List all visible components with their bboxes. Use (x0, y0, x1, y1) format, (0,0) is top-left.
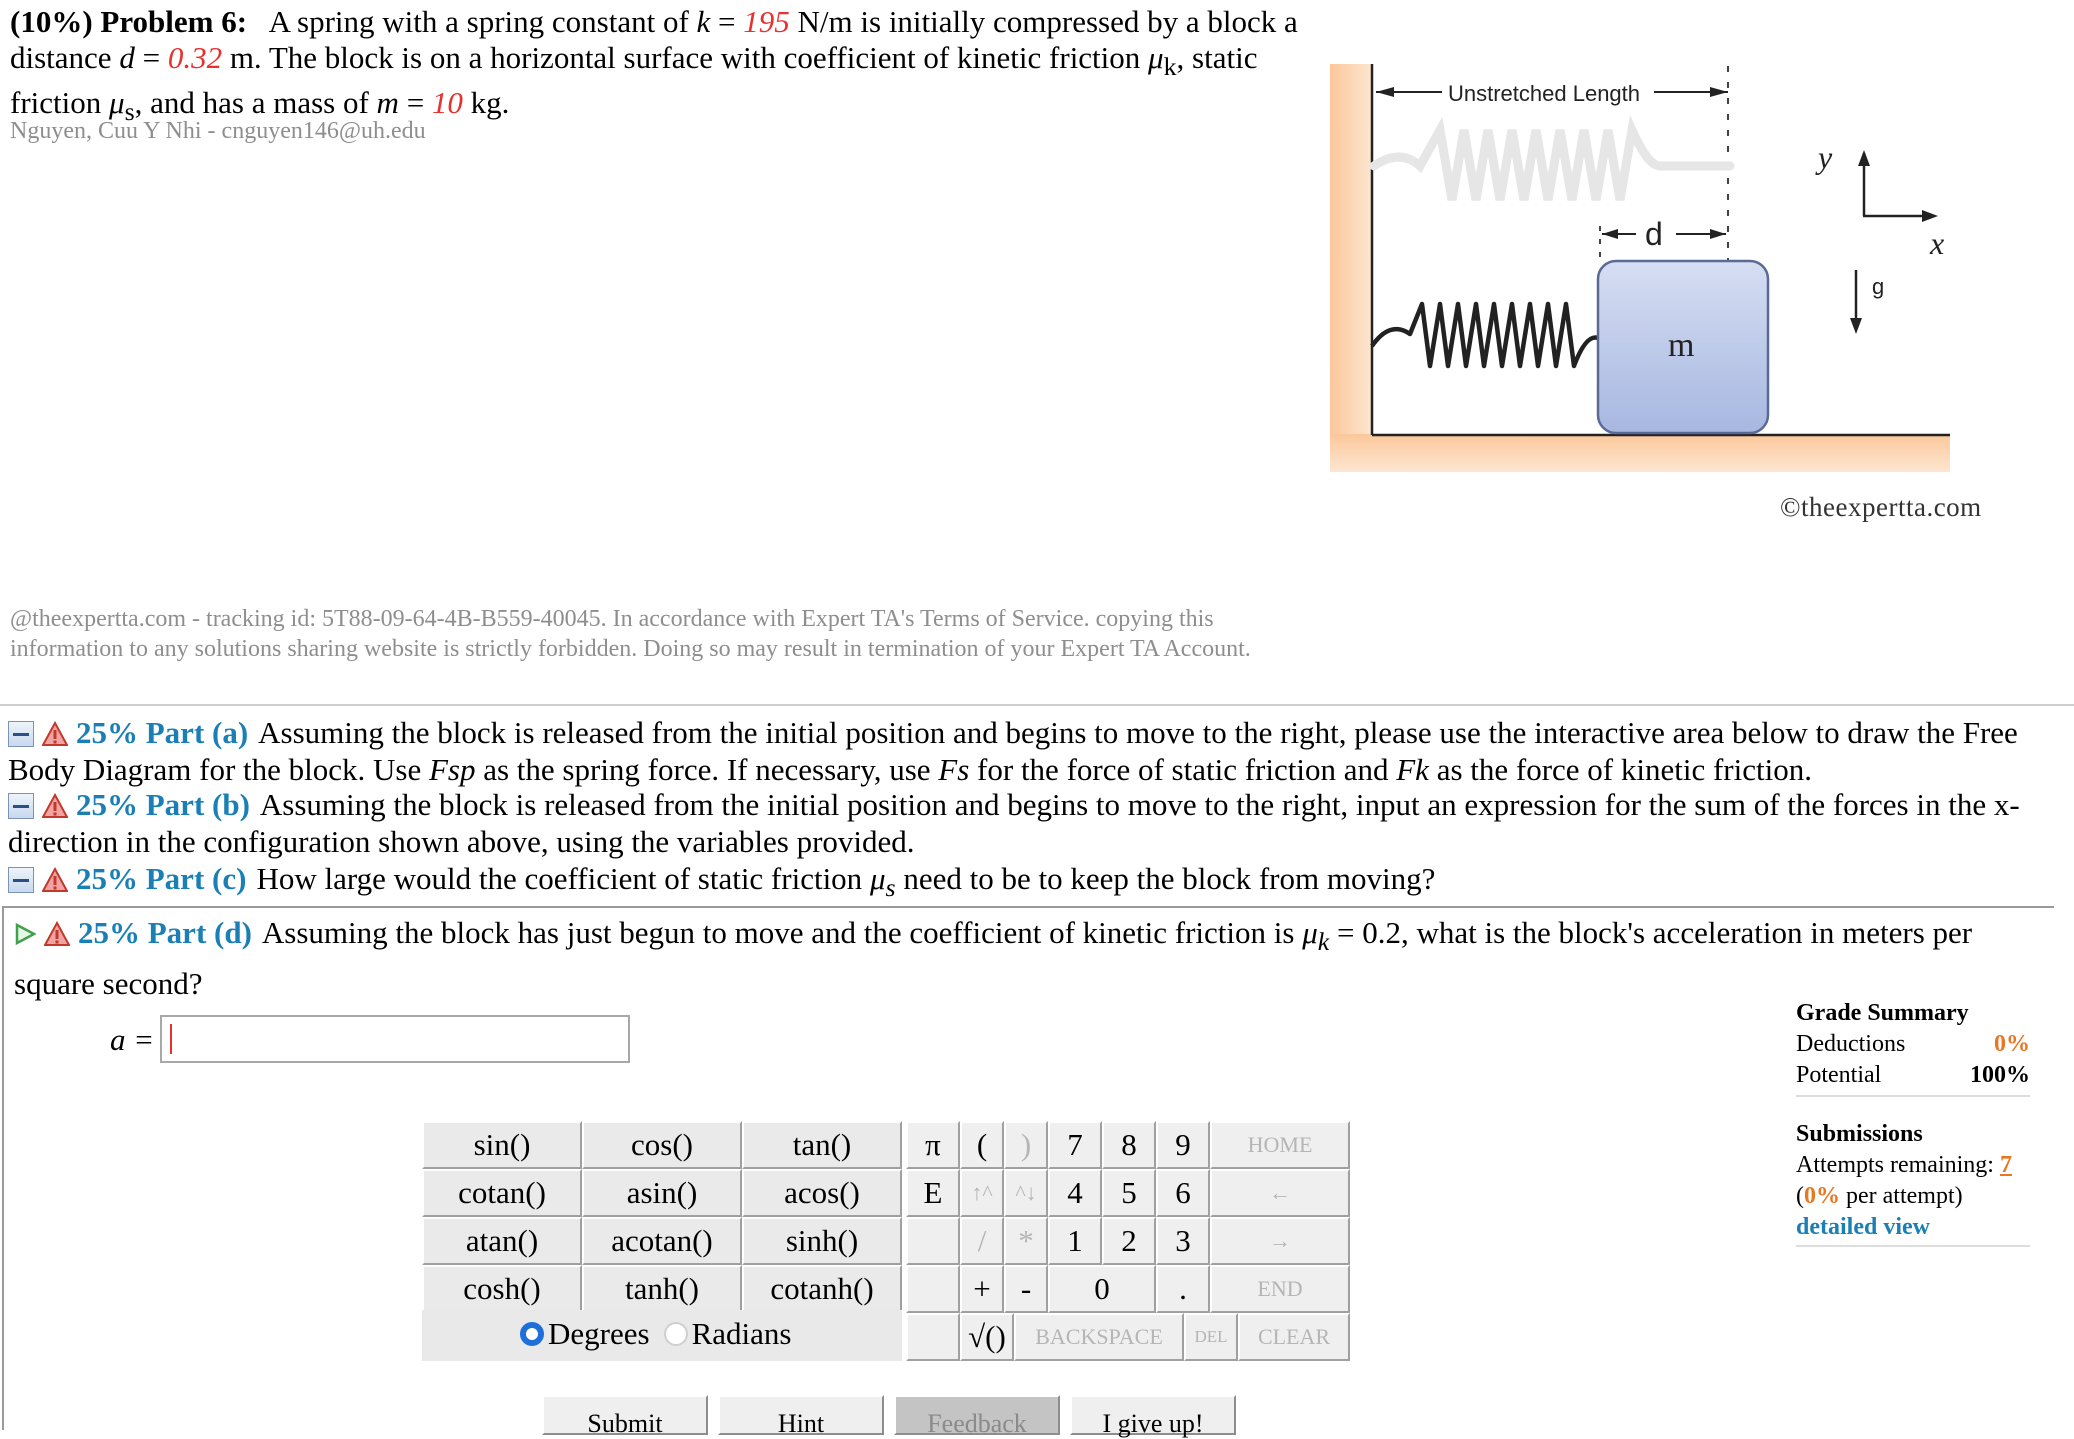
var-fs: Fs (938, 752, 970, 787)
problem-text: , and has a mass of (134, 85, 369, 121)
warning-icon (42, 721, 68, 747)
part-d-label: 25% Part (d) (78, 915, 252, 950)
part-a-text: as the force of kinetic friction. (1436, 752, 1812, 787)
warning-icon (42, 793, 68, 819)
problem-text: A spring with a spring constant of (268, 4, 689, 39)
m-value: 10 (431, 85, 463, 121)
answer-input[interactable] (160, 1015, 630, 1063)
hint-button[interactable]: Hint (718, 1395, 884, 1435)
key-2[interactable]: 2 (1102, 1217, 1156, 1265)
divider (0, 704, 2074, 706)
var-fk: Fk (1396, 752, 1429, 787)
deductions-label: Deductions (1796, 1031, 1906, 1057)
part-d (14, 912, 2054, 1005)
angle-mode (422, 1310, 902, 1358)
y-arrowhead (1858, 150, 1870, 166)
key-cotan[interactable]: cotan() (422, 1169, 582, 1217)
grade-summary (1796, 998, 2030, 1247)
radians-radio[interactable] (664, 1322, 688, 1346)
key-7[interactable]: 7 (1048, 1121, 1102, 1169)
key-acos[interactable]: acos() (742, 1169, 902, 1217)
key-sinh[interactable]: sinh() (742, 1217, 902, 1265)
sub-k: k (1163, 52, 1177, 82)
problem-text: m. The block is on a horizontal surface with coefficient of kinetic friction (229, 40, 1141, 75)
ghost-spring (1374, 130, 1730, 200)
paren-open: ( (1796, 1183, 1804, 1209)
part-a-text: Assuming the block is released from the initial position and begins to move to the right, please use the interactive area below to draw the Free Body Diagram for the block. Use (8, 715, 2018, 787)
key-left-arrow[interactable]: ← (1210, 1169, 1350, 1217)
key-plus[interactable]: + (960, 1265, 1004, 1313)
key-lparen[interactable]: ( (960, 1121, 1004, 1169)
var-fsp: Fsp (428, 752, 476, 787)
key-3[interactable]: 3 (1156, 1217, 1210, 1265)
key-4[interactable]: 4 (1048, 1169, 1102, 1217)
tracking-note: @theexpertta.com - tracking id: 5T88-09-64-4B-B559-40045. In accordance with Expert TA's Terms of Service. copying this information to any solutions sharing website is strictly forbidden. Doing so may result in termination of your Expert TA Account. (10, 606, 1251, 662)
part-b-label: 25% Part (b) (76, 787, 250, 822)
floor (1330, 434, 1950, 472)
grade-summary-title: Grade Summary (1796, 1000, 1969, 1026)
per-attempt-value: 0% (1804, 1183, 1840, 1209)
key-cosh[interactable]: cosh() (422, 1265, 582, 1313)
submissions-title: Submissions (1796, 1121, 1923, 1147)
part-c-text: need to be to keep the block from moving? (903, 861, 1436, 896)
key-sqrt[interactable]: √() (960, 1313, 1014, 1361)
x-label: x (1930, 225, 1945, 261)
radians-label: Radians (691, 1316, 792, 1351)
mu-k: μ (1302, 915, 1318, 950)
problem-statement (10, 4, 1300, 130)
key-backspace[interactable]: BACKSPACE (1014, 1313, 1184, 1361)
warning-icon (42, 867, 68, 893)
key-clear[interactable]: CLEAR (1238, 1313, 1350, 1361)
key-minus[interactable]: - (1004, 1265, 1048, 1313)
part-a-text: for the force of static friction and (977, 752, 1389, 787)
deductions-row (1796, 1029, 2030, 1060)
key-subscript[interactable]: ^↓ (1004, 1169, 1048, 1217)
key-end[interactable]: END (1210, 1265, 1350, 1313)
mu-s: μ (869, 861, 886, 896)
problem-text: , static friction (10, 40, 1258, 121)
problem-text: N/m is initially compressed by a block a distance (10, 4, 1298, 75)
key-atan[interactable]: atan() (422, 1217, 582, 1265)
d-arrowhead-right (1710, 229, 1726, 239)
collapse-icon[interactable] (8, 793, 34, 819)
problem-text: kg. (470, 85, 510, 121)
key-divide[interactable]: / (960, 1217, 1004, 1265)
key-5[interactable]: 5 (1102, 1169, 1156, 1217)
degrees-label: Degrees (548, 1316, 650, 1351)
key-blank (906, 1217, 960, 1265)
sub-s: s (124, 97, 135, 127)
key-del[interactable]: DEL (1184, 1313, 1238, 1361)
block-label: m (1668, 327, 1695, 364)
key-8[interactable]: 8 (1102, 1121, 1156, 1169)
part-b-text: Assuming the block is released from the initial position and begins to move to the right, input an expression for the sum of the forces in the x-direction in the configuration shown above, using the variables provided. (8, 787, 2020, 859)
per-attempt-row (1796, 1181, 2030, 1212)
g-arrowhead (1850, 318, 1862, 334)
answer-label: a = (110, 1022, 155, 1057)
var-d: d (119, 40, 135, 75)
key-pi[interactable]: π (906, 1121, 960, 1169)
attempts-row (1796, 1150, 2030, 1181)
wall (1330, 64, 1372, 472)
key-superscript[interactable]: ↑^ (960, 1169, 1004, 1217)
problem-heading: (10%) Problem 6: (10, 4, 248, 39)
equals-sign: = (406, 85, 425, 121)
submit-button[interactable]: Submit (542, 1395, 708, 1435)
author-line: Nguyen, Cuu Y Nhi - cnguyen146@uh.edu (10, 118, 426, 144)
key-0[interactable]: 0 (1048, 1265, 1156, 1313)
key-rparen[interactable]: ) (1004, 1121, 1048, 1169)
equals-sign: = (142, 40, 161, 75)
key-home[interactable]: HOME (1210, 1121, 1350, 1169)
x-arrowhead (1922, 210, 1938, 222)
part-a[interactable] (8, 714, 2058, 788)
sub-s: s (885, 873, 896, 903)
potential-value: 100% (1970, 1062, 2030, 1088)
potential-label: Potential (1796, 1062, 1882, 1088)
part-a-text: as the spring force. If necessary, use (483, 752, 931, 787)
key-tanh[interactable]: tanh() (582, 1265, 742, 1313)
equals-sign: = (718, 4, 736, 39)
figure-credit: ©theexpertta.com (1780, 492, 1982, 522)
key-acotan[interactable]: acotan() (582, 1217, 742, 1265)
degrees-radio[interactable] (520, 1322, 544, 1346)
d-label: d (1645, 216, 1663, 252)
per-attempt-text: per attempt) (1846, 1183, 1963, 1209)
arrow-head-left (1376, 87, 1394, 97)
mu-s: μ (109, 85, 125, 121)
detailed-view-link[interactable]: detailed view (1796, 1214, 1930, 1240)
part-d-text: , what is the block's acceleration in meters per square second? (14, 915, 1973, 1002)
key-asin[interactable]: asin() (582, 1169, 742, 1217)
key-blank (906, 1313, 960, 1361)
part-c-text: How large would the coefficient of static friction (256, 861, 863, 896)
divider (1796, 1095, 2030, 1097)
var-k: k (696, 4, 711, 39)
key-decimal[interactable]: . (1156, 1265, 1210, 1313)
y-label: y (1818, 139, 1833, 175)
key-9[interactable]: 9 (1156, 1121, 1210, 1169)
k-value: 195 (743, 4, 790, 39)
part-c[interactable] (8, 860, 2058, 906)
text-caret (170, 1024, 172, 1054)
key-e[interactable]: E (906, 1169, 960, 1217)
d-arrowhead-left (1602, 229, 1618, 239)
divider (1796, 1245, 2030, 1247)
g-label: g (1872, 274, 1885, 299)
compressed-spring (1372, 304, 1598, 366)
key-tan[interactable]: tan() (742, 1121, 902, 1169)
attempts-value: 7 (1999, 1152, 2012, 1178)
deductions-value: 0% (1994, 1031, 2030, 1057)
collapse-icon[interactable] (8, 721, 34, 747)
key-blank (906, 1265, 960, 1313)
key-cos[interactable]: cos() (582, 1121, 742, 1169)
sub-k: k (1317, 927, 1330, 957)
expanded-indicator-icon (14, 922, 36, 946)
part-c-label: 25% Part (c) (76, 861, 247, 896)
key-cotanh[interactable]: cotanh() (742, 1265, 902, 1313)
attempts-label: Attempts remaining: (1796, 1152, 1994, 1178)
feedback-button[interactable]: Feedback (894, 1395, 1060, 1435)
key-multiply[interactable]: * (1004, 1217, 1048, 1265)
mu-k: μ (1148, 40, 1164, 75)
part-b[interactable] (8, 786, 2058, 860)
part-d-text: Assuming the block has just begun to move and the coefficient of kinetic friction is (261, 915, 1295, 950)
mu-k-value: = 0.2 (1336, 915, 1401, 950)
spring-block-figure (1330, 58, 2074, 528)
d-value: 0.32 (167, 40, 223, 75)
unstretched-label: Unstretched Length (1448, 81, 1641, 106)
key-1[interactable]: 1 (1048, 1217, 1102, 1265)
var-m: m (376, 85, 399, 121)
arrow-head-right (1710, 87, 1728, 97)
warning-icon (44, 921, 70, 947)
key-right-arrow[interactable]: → (1210, 1217, 1350, 1265)
part-a-label: 25% Part (a) (76, 715, 249, 750)
collapse-icon[interactable] (8, 867, 34, 893)
potential-row (1796, 1060, 2030, 1091)
key-sin[interactable]: sin() (422, 1121, 582, 1169)
give-up-button[interactable]: I give up! (1070, 1395, 1236, 1435)
key-6[interactable]: 6 (1156, 1169, 1210, 1217)
